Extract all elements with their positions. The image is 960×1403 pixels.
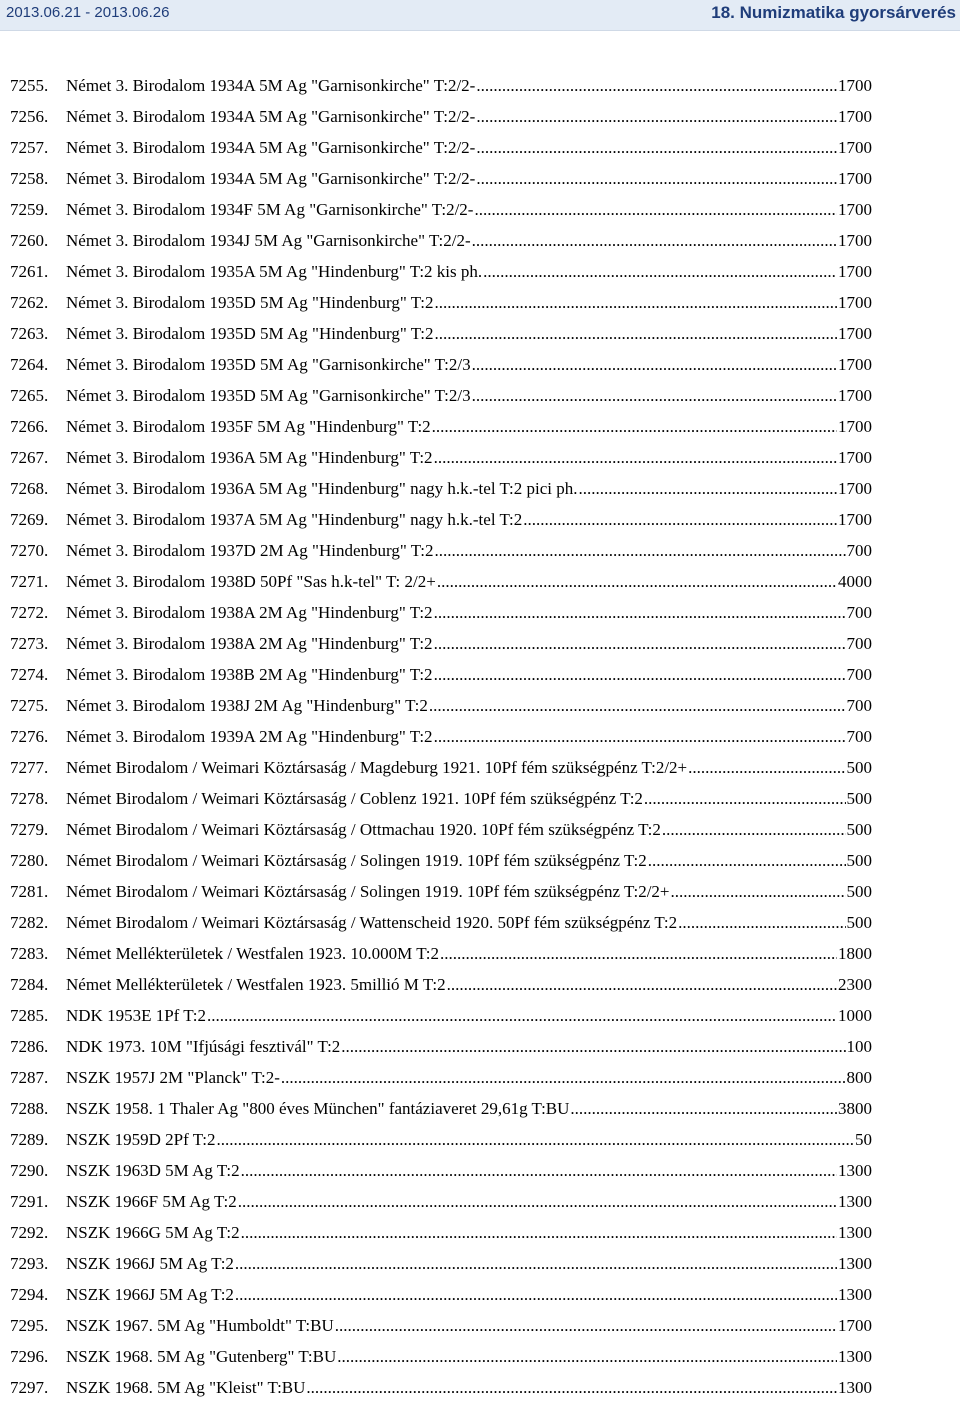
lot-number: 7292. bbox=[10, 1223, 49, 1242]
lot-price: 700 bbox=[846, 634, 872, 653]
dot-leader bbox=[434, 442, 837, 473]
lot-price: 1700 bbox=[838, 231, 872, 250]
lot-number: 7294. bbox=[10, 1285, 49, 1304]
lot-row bbox=[0, 1186, 960, 1217]
lot-row bbox=[0, 194, 960, 225]
lot-line bbox=[66, 876, 872, 907]
lot-line bbox=[66, 318, 872, 349]
lot-line bbox=[66, 1279, 872, 1310]
lot-number: 7267. bbox=[10, 448, 49, 467]
lot-number: 7278. bbox=[10, 789, 49, 808]
lot-number: 7281. bbox=[10, 882, 49, 901]
lot-line bbox=[66, 101, 872, 132]
lot-price: 1700 bbox=[838, 138, 872, 157]
dot-leader bbox=[476, 132, 837, 163]
lot-price: 500 bbox=[846, 913, 872, 932]
lot-number: 7263. bbox=[10, 324, 49, 343]
lot-number: 7256. bbox=[10, 107, 49, 126]
lot-row bbox=[0, 256, 960, 287]
lot-price: 700 bbox=[846, 541, 872, 560]
lot-price: 500 bbox=[846, 882, 872, 901]
dot-leader bbox=[217, 1124, 855, 1155]
lot-row bbox=[0, 1062, 960, 1093]
lot-line bbox=[66, 938, 872, 969]
lot-line bbox=[66, 132, 872, 163]
lot-line bbox=[66, 1093, 872, 1124]
lot-price: 1700 bbox=[838, 386, 872, 405]
lot-description: Német 3. Birodalom 1934A 5M Ag "Garnisonkirche" T:2/2- bbox=[66, 107, 476, 126]
dot-leader bbox=[341, 1031, 845, 1062]
lot-line bbox=[66, 845, 872, 876]
lot-row bbox=[0, 659, 960, 690]
lot-line bbox=[66, 1217, 872, 1248]
lot-description: Német Birodalom / Weimari Köztársaság / Coblenz 1921. 10Pf fém szükségpénz T:2 bbox=[66, 789, 643, 808]
lot-number: 7286. bbox=[10, 1037, 49, 1056]
lot-description: NDK 1973. 10M "Ifjúsági fesztivál" T:2 bbox=[66, 1037, 341, 1056]
dot-leader bbox=[434, 597, 846, 628]
dot-leader bbox=[435, 287, 838, 318]
lot-row bbox=[0, 349, 960, 380]
dot-leader bbox=[235, 1279, 837, 1310]
dot-leader bbox=[281, 1062, 846, 1093]
dot-leader bbox=[432, 411, 837, 442]
lot-row bbox=[0, 380, 960, 411]
lot-row bbox=[0, 1155, 960, 1186]
lot-number: 7279. bbox=[10, 820, 49, 839]
dot-leader bbox=[335, 1310, 837, 1341]
lot-line bbox=[66, 1062, 872, 1093]
lot-row bbox=[0, 101, 960, 132]
dot-leader bbox=[472, 225, 837, 256]
dot-leader bbox=[447, 969, 837, 1000]
dot-leader bbox=[472, 349, 837, 380]
lot-row bbox=[0, 1341, 960, 1372]
lot-number: 7274. bbox=[10, 665, 49, 684]
lot-row bbox=[0, 163, 960, 194]
lot-number: 7269. bbox=[10, 510, 49, 529]
lot-row bbox=[0, 473, 960, 504]
lot-line bbox=[66, 1031, 872, 1062]
lot-description: Német 3. Birodalom 1936A 5M Ag "Hindenburg" nagy h.k.-tel T:2 pici ph. bbox=[66, 479, 578, 498]
lot-number: 7290. bbox=[10, 1161, 49, 1180]
lot-price: 500 bbox=[846, 851, 872, 870]
lot-line bbox=[66, 783, 872, 814]
lot-price: 1700 bbox=[838, 417, 872, 436]
dot-leader bbox=[207, 1000, 837, 1031]
lot-price: 1700 bbox=[838, 169, 872, 188]
lot-line bbox=[66, 1310, 872, 1341]
lot-row bbox=[0, 597, 960, 628]
lot-row bbox=[0, 690, 960, 721]
lot-number: 7282. bbox=[10, 913, 49, 932]
dot-leader bbox=[235, 1248, 837, 1279]
lot-description: Német 3. Birodalom 1935D 5M Ag "Hindenburg" T:2 bbox=[66, 293, 434, 312]
lot-price: 700 bbox=[846, 603, 872, 622]
lot-price: 1300 bbox=[838, 1347, 872, 1366]
lot-number: 7270. bbox=[10, 541, 49, 560]
lot-description: NSZK 1959D 2Pf T:2 bbox=[66, 1130, 216, 1149]
lot-line bbox=[66, 1000, 872, 1031]
dot-leader bbox=[476, 101, 837, 132]
lot-line bbox=[66, 1372, 872, 1403]
lot-line bbox=[66, 628, 872, 659]
lot-number: 7255. bbox=[10, 76, 49, 95]
lot-row bbox=[0, 132, 960, 163]
lot-number: 7284. bbox=[10, 975, 49, 994]
lot-row bbox=[0, 442, 960, 473]
lot-description: Német 3. Birodalom 1934F 5M Ag "Garnisonkirche" T:2/2- bbox=[66, 200, 474, 219]
lot-row bbox=[0, 566, 960, 597]
lot-price: 1300 bbox=[838, 1254, 872, 1273]
lot-description: Német 3. Birodalom 1939A 2M Ag "Hindenburg" T:2 bbox=[66, 727, 433, 746]
lot-number: 7296. bbox=[10, 1347, 49, 1366]
lot-row bbox=[0, 225, 960, 256]
lot-line bbox=[66, 504, 872, 535]
lot-price: 1300 bbox=[838, 1161, 872, 1180]
dot-leader bbox=[662, 814, 846, 845]
lot-price: 700 bbox=[846, 727, 872, 746]
lot-number: 7266. bbox=[10, 417, 49, 436]
lot-line bbox=[66, 287, 872, 318]
lot-description: NSZK 1966G 5M Ag T:2 bbox=[66, 1223, 240, 1242]
lot-number: 7271. bbox=[10, 572, 49, 591]
lot-price: 4000 bbox=[838, 572, 872, 591]
lot-line bbox=[66, 690, 872, 721]
dot-leader bbox=[429, 690, 846, 721]
lot-description: NSZK 1966F 5M Ag T:2 bbox=[66, 1192, 237, 1211]
dot-leader bbox=[688, 752, 845, 783]
lot-description: Német 3. Birodalom 1938J 2M Ag "Hindenburg" T:2 bbox=[66, 696, 428, 715]
lot-line bbox=[66, 535, 872, 566]
lot-line bbox=[66, 349, 872, 380]
dot-leader bbox=[435, 318, 838, 349]
lot-number: 7259. bbox=[10, 200, 49, 219]
lot-row bbox=[0, 70, 960, 101]
lot-number: 7285. bbox=[10, 1006, 49, 1025]
lot-description: Német Mellékterületek / Westfalen 1923. 10.000M T:2 bbox=[66, 944, 439, 963]
lot-row bbox=[0, 1248, 960, 1279]
lot-description: Német 3. Birodalom 1938A 2M Ag "Hindenburg" T:2 bbox=[66, 603, 433, 622]
lot-line bbox=[66, 814, 872, 845]
lot-description: NSZK 1968. 5M Ag "Gutenberg" T:BU bbox=[66, 1347, 337, 1366]
lot-description: Német 3. Birodalom 1935D 5M Ag "Hindenburg" T:2 bbox=[66, 324, 434, 343]
lot-description: Német 3. Birodalom 1937D 2M Ag "Hindenburg" T:2 bbox=[66, 541, 434, 560]
lot-description: Német 3. Birodalom 1935D 5M Ag "Garnisonkirche" T:2/3 bbox=[66, 355, 471, 374]
lot-row bbox=[0, 814, 960, 845]
dot-leader bbox=[241, 1155, 837, 1186]
lot-line bbox=[66, 1124, 872, 1155]
lot-price: 1800 bbox=[838, 944, 872, 963]
dot-leader bbox=[306, 1372, 837, 1403]
lot-description: Német 3. Birodalom 1934A 5M Ag "Garnisonkirche" T:2/2- bbox=[66, 138, 476, 157]
lot-row bbox=[0, 287, 960, 318]
lot-row bbox=[0, 1310, 960, 1341]
lot-price: 2300 bbox=[838, 975, 872, 994]
lot-row bbox=[0, 845, 960, 876]
lot-price: 1700 bbox=[838, 293, 872, 312]
lot-row bbox=[0, 907, 960, 938]
lot-description: NSZK 1968. 5M Ag "Kleist" T:BU bbox=[66, 1378, 306, 1397]
lot-line bbox=[66, 969, 872, 1000]
lot-line bbox=[66, 473, 872, 504]
dot-leader bbox=[241, 1217, 837, 1248]
lot-row bbox=[0, 535, 960, 566]
lot-price: 1300 bbox=[838, 1285, 872, 1304]
lot-line bbox=[66, 380, 872, 411]
lot-price: 1700 bbox=[838, 479, 872, 498]
lot-line bbox=[66, 1155, 872, 1186]
lot-description: Német Birodalom / Weimari Köztársaság / Wattenscheid 1920. 50Pf fém szükségpénz T:2 bbox=[66, 913, 678, 932]
lot-line bbox=[66, 566, 872, 597]
lot-description: Német Birodalom / Weimari Köztársaság / Ottmachau 1920. 10Pf fém szükségpénz T:2 bbox=[66, 820, 661, 839]
lot-number: 7273. bbox=[10, 634, 49, 653]
lot-description: Német 3. Birodalom 1938D 50Pf "Sas h.k-tel" T: 2/2+ bbox=[66, 572, 436, 591]
lot-description: Német Birodalom / Weimari Köztársaság / Magdeburg 1921. 10Pf fém szükségpénz T:2/2+ bbox=[66, 758, 688, 777]
dot-leader bbox=[476, 163, 837, 194]
lot-description: NSZK 1958. 1 Thaler Ag "800 éves München" fantáziaveret 29,61g T:BU bbox=[66, 1099, 570, 1118]
lot-price: 700 bbox=[846, 665, 872, 684]
lot-line bbox=[66, 194, 872, 225]
lot-line bbox=[66, 752, 872, 783]
lot-number: 7297. bbox=[10, 1378, 49, 1397]
lot-number: 7280. bbox=[10, 851, 49, 870]
lot-line bbox=[66, 1186, 872, 1217]
lot-price: 1000 bbox=[838, 1006, 872, 1025]
lot-number: 7261. bbox=[10, 262, 49, 281]
lot-description: Német 3. Birodalom 1936A 5M Ag "Hindenburg" T:2 bbox=[66, 448, 433, 467]
lot-number: 7262. bbox=[10, 293, 49, 312]
dot-leader bbox=[434, 659, 846, 690]
lot-description: Német 3. Birodalom 1938B 2M Ag "Hindenburg" T:2 bbox=[66, 665, 433, 684]
lot-row bbox=[0, 721, 960, 752]
page-header bbox=[0, 0, 960, 31]
lot-number: 7277. bbox=[10, 758, 49, 777]
lot-row bbox=[0, 318, 960, 349]
lot-description: Német 3. Birodalom 1935F 5M Ag "Hindenburg" T:2 bbox=[66, 417, 431, 436]
lot-description: Német Birodalom / Weimari Köztársaság / Solingen 1919. 10Pf fém szükségpénz T:2/2+ bbox=[66, 882, 670, 901]
lot-description: Német Birodalom / Weimari Köztársaság / Solingen 1919. 10Pf fém szükségpénz T:2 bbox=[66, 851, 647, 870]
auction-title: 18. Numizmatika gyorsárverés bbox=[711, 3, 956, 22]
dot-leader bbox=[434, 628, 846, 659]
lot-price: 1700 bbox=[838, 448, 872, 467]
lot-row bbox=[0, 1217, 960, 1248]
lot-description: Német 3. Birodalom 1935A 5M Ag "Hindenburg" T:2 kis ph. bbox=[66, 262, 483, 281]
dot-leader bbox=[337, 1341, 837, 1372]
lot-price: 1700 bbox=[838, 510, 872, 529]
dot-leader bbox=[238, 1186, 837, 1217]
lot-price: 3800 bbox=[838, 1099, 872, 1118]
lot-row bbox=[0, 783, 960, 814]
dot-leader bbox=[648, 845, 846, 876]
lot-price: 50 bbox=[855, 1130, 872, 1149]
lot-number: 7287. bbox=[10, 1068, 49, 1087]
dot-leader bbox=[435, 535, 846, 566]
lot-number: 7275. bbox=[10, 696, 49, 715]
dot-leader bbox=[472, 380, 837, 411]
lot-line bbox=[66, 442, 872, 473]
lot-line bbox=[66, 1341, 872, 1372]
lot-row bbox=[0, 1372, 960, 1403]
lot-number: 7268. bbox=[10, 479, 49, 498]
lot-description: Német 3. Birodalom 1934A 5M Ag "Garnisonkirche" T:2/2- bbox=[66, 76, 476, 95]
lot-price: 1700 bbox=[838, 76, 872, 95]
lot-description: NDK 1953E 1Pf T:2 bbox=[66, 1006, 207, 1025]
lot-line bbox=[66, 659, 872, 690]
lot-row bbox=[0, 1000, 960, 1031]
lot-description: NSZK 1957J 2M "Planck" T:2- bbox=[66, 1068, 280, 1087]
lot-number: 7272. bbox=[10, 603, 49, 622]
lot-line bbox=[66, 721, 872, 752]
lot-number: 7258. bbox=[10, 169, 49, 188]
lot-number: 7291. bbox=[10, 1192, 49, 1211]
lot-list bbox=[0, 70, 960, 1403]
lot-number: 7260. bbox=[10, 231, 49, 250]
lot-description: Német Mellékterületek / Westfalen 1923. 5millió M T:2 bbox=[66, 975, 446, 994]
lot-price: 1700 bbox=[838, 1316, 872, 1335]
lot-number: 7295. bbox=[10, 1316, 49, 1335]
lot-price: 1300 bbox=[838, 1192, 872, 1211]
dot-leader bbox=[474, 194, 837, 225]
dot-leader bbox=[437, 566, 837, 597]
lot-row bbox=[0, 504, 960, 535]
lot-price: 500 bbox=[846, 820, 872, 839]
dot-leader bbox=[476, 70, 837, 101]
lot-line bbox=[66, 1248, 872, 1279]
lot-line bbox=[66, 163, 872, 194]
dot-leader bbox=[523, 504, 837, 535]
lot-description: Német 3. Birodalom 1938A 2M Ag "Hindenburg" T:2 bbox=[66, 634, 433, 653]
dot-leader bbox=[440, 938, 837, 969]
lot-price: 500 bbox=[846, 758, 872, 777]
lot-line bbox=[66, 70, 872, 101]
lot-price: 1700 bbox=[838, 107, 872, 126]
lot-number: 7264. bbox=[10, 355, 49, 374]
lot-row bbox=[0, 1031, 960, 1062]
lot-row bbox=[0, 1279, 960, 1310]
lot-line bbox=[66, 256, 872, 287]
dot-leader bbox=[579, 473, 838, 504]
lot-row bbox=[0, 1093, 960, 1124]
lot-description: Német 3. Birodalom 1935D 5M Ag "Garnisonkirche" T:2/3 bbox=[66, 386, 471, 405]
lot-row bbox=[0, 628, 960, 659]
lot-price: 100 bbox=[846, 1037, 872, 1056]
lot-line bbox=[66, 907, 872, 938]
lot-description: NSZK 1966J 5M Ag T:2 bbox=[66, 1285, 234, 1304]
dot-leader bbox=[483, 256, 837, 287]
lot-description: Német 3. Birodalom 1934A 5M Ag "Garnisonkirche" T:2/2- bbox=[66, 169, 476, 188]
lot-number: 7289. bbox=[10, 1130, 49, 1149]
lot-price: 700 bbox=[846, 696, 872, 715]
lot-row bbox=[0, 752, 960, 783]
lot-price: 1300 bbox=[838, 1378, 872, 1397]
lot-row bbox=[0, 938, 960, 969]
auction-dates: 2013.06.21 - 2013.06.26 bbox=[6, 4, 170, 21]
dot-leader bbox=[434, 721, 846, 752]
lot-number: 7288. bbox=[10, 1099, 49, 1118]
lot-number: 7283. bbox=[10, 944, 49, 963]
lot-row bbox=[0, 876, 960, 907]
dot-leader bbox=[671, 876, 846, 907]
dot-leader bbox=[570, 1093, 837, 1124]
lot-price: 500 bbox=[846, 789, 872, 808]
lot-number: 7257. bbox=[10, 138, 49, 157]
lot-line bbox=[66, 597, 872, 628]
lot-description: NSZK 1967. 5M Ag "Humboldt" T:BU bbox=[66, 1316, 334, 1335]
lot-price: 1700 bbox=[838, 355, 872, 374]
lot-price: 1700 bbox=[838, 262, 872, 281]
lot-description: Német 3. Birodalom 1934J 5M Ag "Garnisonkirche" T:2/2- bbox=[66, 231, 471, 250]
lot-number: 7293. bbox=[10, 1254, 49, 1273]
lot-price: 1300 bbox=[838, 1223, 872, 1242]
dot-leader bbox=[678, 907, 845, 938]
lot-row bbox=[0, 969, 960, 1000]
lot-description: NSZK 1963D 5M Ag T:2 bbox=[66, 1161, 240, 1180]
lot-description: Német 3. Birodalom 1937A 5M Ag "Hindenburg" nagy h.k.-tel T:2 bbox=[66, 510, 523, 529]
dot-leader bbox=[644, 783, 846, 814]
lot-price: 1700 bbox=[838, 200, 872, 219]
lot-row bbox=[0, 411, 960, 442]
lot-price: 1700 bbox=[838, 324, 872, 343]
lot-row bbox=[0, 1124, 960, 1155]
lot-line bbox=[66, 225, 872, 256]
lot-line bbox=[66, 411, 872, 442]
lot-number: 7276. bbox=[10, 727, 49, 746]
lot-price: 800 bbox=[846, 1068, 872, 1087]
lot-description: NSZK 1966J 5M Ag T:2 bbox=[66, 1254, 234, 1273]
lot-number: 7265. bbox=[10, 386, 49, 405]
